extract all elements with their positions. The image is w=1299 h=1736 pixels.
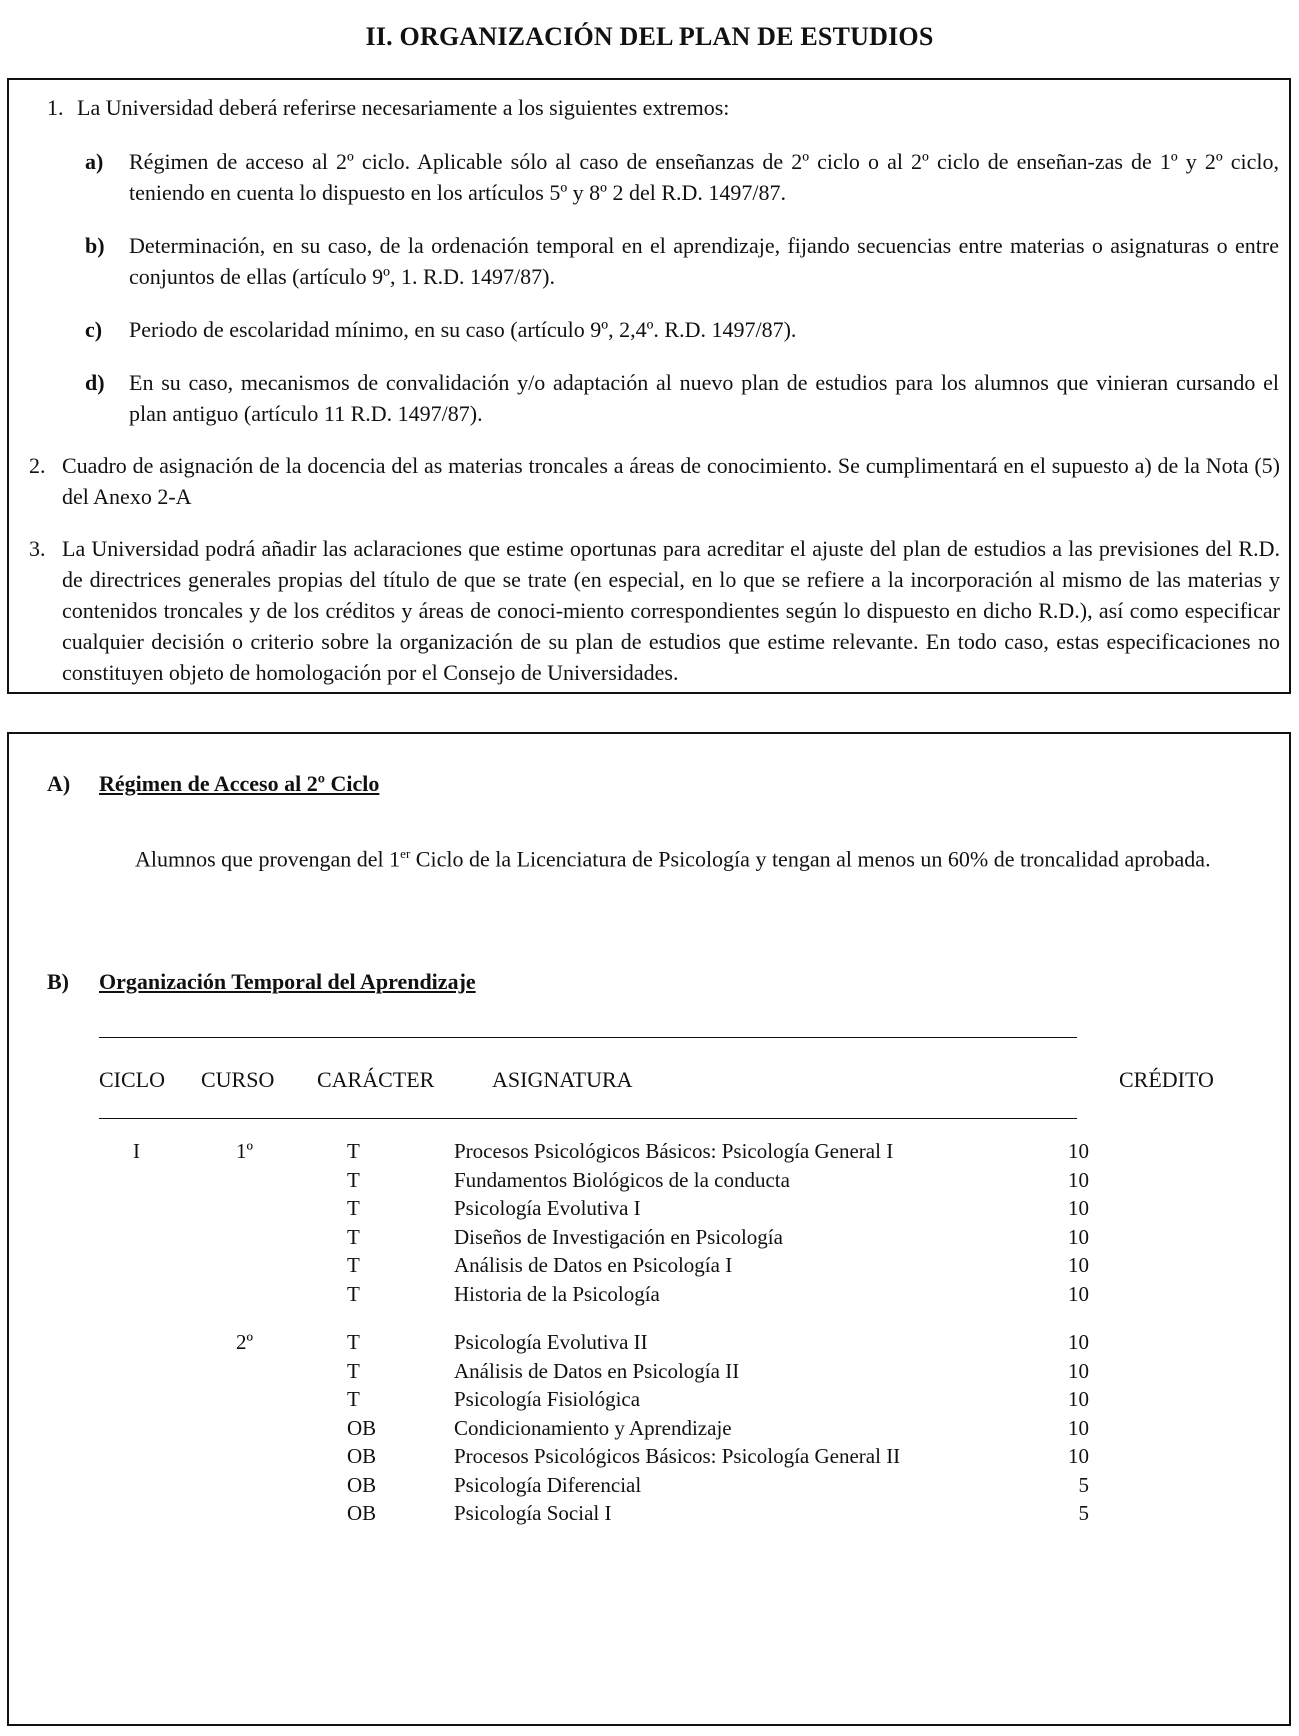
- cell-caracter: T: [347, 1196, 360, 1220]
- cell-asignatura: Análisis de Datos en Psicología II: [454, 1358, 740, 1383]
- subitem-d-label: d): [85, 370, 105, 395]
- item-3-text: La Universidad podrá añadir las aclaraciones que estime oportunas para acreditar el ajuste del plan de estudios a las previsiones del R.D. de directrices generales propias del título de que se trate (en especial, en lo que se refiere a la incorporación al mismo de las materias y contenidos troncales y de los créditos y áreas de conoci-miento correspondientes según lo dispuesto en dicho R.D.), así como especificar cualquier decisión o criterio sobre la organización de su plan de estudios que estime relevante. En todo caso, estas especificaciones no constituyen objeto de homologación por el Consejo de Universidades.: [62, 536, 1280, 685]
- cell-caracter: T: [347, 1224, 360, 1249]
- table-top-rule: [99, 1037, 1077, 1038]
- header-ciclo: CICLO: [99, 1067, 165, 1092]
- item-1-text: La Universidad deberá referirse necesariamente a los siguientes extremos:: [77, 95, 730, 120]
- subitem-a-label: a): [85, 149, 104, 174]
- cell-credito: 5: [1078, 1501, 1089, 1525]
- section-a-label: A): [47, 771, 71, 796]
- item-2-number: 2.: [29, 453, 46, 478]
- cell-credito: 10: [1068, 1281, 1089, 1306]
- item-2-text: Cuadro de asignación de la docencia del as materias troncales a áreas de conocimiento. Se cumplimentará en el supuesto a) de la Nota (5) del Anexo 2-A: [62, 453, 1280, 509]
- subitem-c-text: Periodo de escolaridad mínimo, en su caso (artículo 9º, 2,4º. R.D. 1497/87).: [129, 317, 797, 342]
- cell-caracter: T: [347, 1139, 360, 1163]
- header-credito: CRÉDITO: [1119, 1067, 1214, 1092]
- cell-asignatura: Procesos Psicológicos Básicos: Psicología General I: [454, 1139, 894, 1163]
- page-title: II. ORGANIZACIÓN DEL PLAN DE ESTUDIOS: [365, 22, 934, 51]
- cell-asignatura: Fundamentos Biológicos de la conducta: [454, 1167, 790, 1192]
- cell-caracter: T: [347, 1330, 360, 1354]
- cell-asignatura: Psicología Social I: [454, 1501, 612, 1525]
- cell-credito: 10: [1068, 1415, 1089, 1440]
- cell-caracter: OB: [347, 1444, 377, 1468]
- section-a-title: Régimen de Acceso al 2º Ciclo: [99, 771, 380, 796]
- cell-curso: 2º: [236, 1330, 254, 1354]
- cell-caracter: T: [347, 1167, 360, 1192]
- cell-asignatura: Diseños de Investigación en Psicología: [454, 1224, 783, 1249]
- subitem-b-text: Determinación, en su caso, de la ordenación temporal en el aprendizaje, fijando secuencias entre materias o asignaturas o entre conjuntos de ellas (artículo 9º, 1. R.D. 1497/87).: [129, 233, 1279, 289]
- cell-caracter: T: [347, 1281, 360, 1306]
- cell-curso: 1º: [236, 1139, 254, 1163]
- subitem-a-text: Régimen de acceso al 2º ciclo. Aplicable sólo al caso de enseñanzas de 2º ciclo o al 2º ciclo de enseñan-zas de 1º y 2º ciclo, teniendo en cuenta lo dispuesto en los artículos 5º y 8º 2 del R.D. 1497/87.: [129, 149, 1279, 205]
- section-a-text: Alumnos que provengan del 1er Ciclo de la Licenciatura de Psicología y tengan al menos un 60% de troncalidad aprobada.: [135, 846, 1211, 872]
- item-3-number: 3.: [29, 536, 46, 561]
- cell-credito: 10: [1068, 1358, 1089, 1383]
- cell-credito: 10: [1068, 1444, 1089, 1468]
- subitem-b-label: b): [85, 233, 105, 258]
- table-header-rule: [99, 1118, 1077, 1119]
- cell-caracter: T: [347, 1387, 360, 1411]
- cell-asignatura: Psicología Evolutiva I: [454, 1196, 641, 1220]
- section-b-label: B): [47, 969, 69, 994]
- study-plan-box: [7, 732, 1291, 1726]
- subitem-c-label: c): [85, 317, 103, 342]
- cell-caracter: OB: [347, 1472, 377, 1497]
- cell-credito: 10: [1068, 1167, 1089, 1192]
- cell-credito: 5: [1078, 1472, 1089, 1497]
- cell-caracter: T: [347, 1253, 360, 1277]
- cell-asignatura: Psicología Fisiológica: [454, 1387, 641, 1411]
- cell-credito: 10: [1068, 1253, 1089, 1277]
- cell-asignatura: Procesos Psicológicos Básicos: Psicología General II: [454, 1444, 901, 1468]
- item-1-number: 1.: [47, 95, 64, 120]
- cell-caracter: OB: [347, 1501, 377, 1525]
- cell-asignatura: Historia de la Psicología: [454, 1281, 660, 1306]
- cell-asignatura: Psicología Evolutiva II: [454, 1330, 648, 1354]
- cell-credito: 10: [1068, 1330, 1089, 1354]
- header-asignatura: ASIGNATURA: [492, 1067, 633, 1092]
- cell-asignatura: Psicología Diferencial: [454, 1472, 642, 1497]
- cell-asignatura: Análisis de Datos en Psicología I: [454, 1253, 733, 1277]
- cell-caracter: OB: [347, 1415, 377, 1440]
- section-b-title: Organización Temporal del Aprendizaje: [99, 969, 476, 994]
- subitem-d-text: En su caso, mecanismos de convalidación y/o adaptación al nuevo plan de estudios para los alumnos que vinieran cursando el plan antiguo (artículo 11 R.D. 1497/87).: [129, 370, 1279, 426]
- cell-credito: 10: [1068, 1387, 1089, 1411]
- instructions-box: [7, 78, 1291, 694]
- cell-caracter: T: [347, 1358, 360, 1383]
- cell-asignatura: Condicionamiento y Aprendizaje: [454, 1415, 732, 1440]
- header-curso: CURSO: [201, 1067, 275, 1092]
- header-caracter: CARÁCTER: [317, 1067, 435, 1092]
- cell-credito: 10: [1068, 1196, 1089, 1220]
- cell-credito: 10: [1068, 1224, 1089, 1249]
- cell-credito: 10: [1068, 1139, 1089, 1163]
- cell-ciclo: I: [133, 1139, 140, 1163]
